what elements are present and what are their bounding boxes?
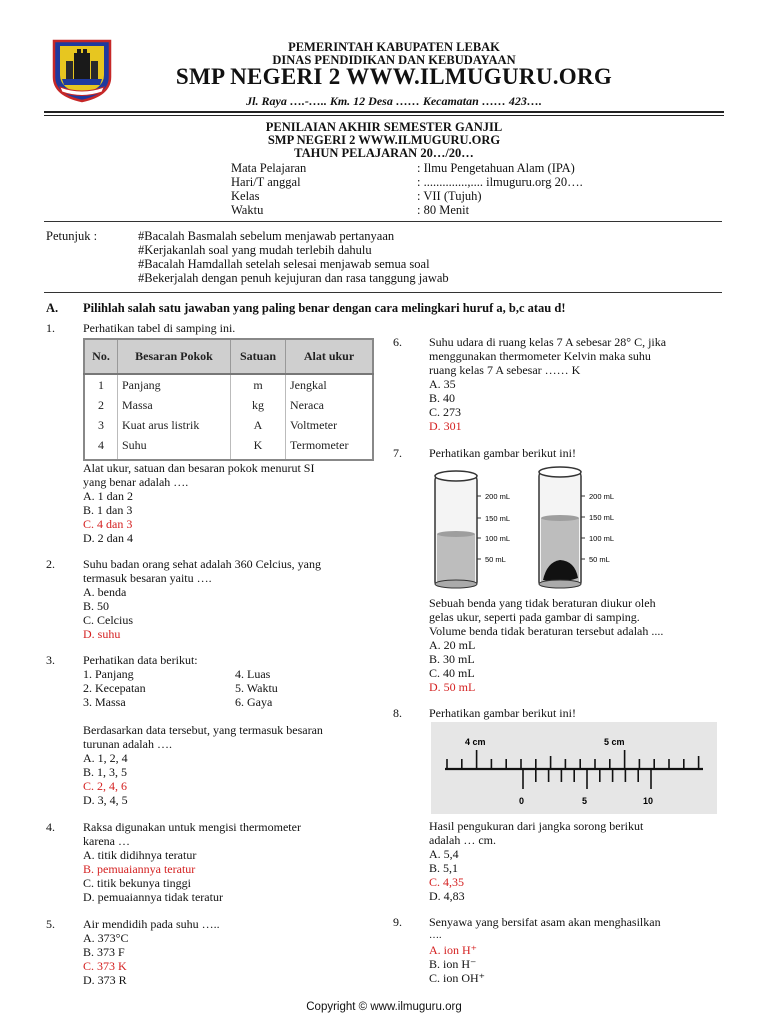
info-label: Hari/T anggal: [231, 175, 301, 189]
info-value: : ..............,.... ilmuguru.org 20….: [417, 175, 583, 189]
vernier-label-0: 0: [519, 796, 525, 806]
q5-number: 5.: [46, 917, 55, 931]
table-cell: 4: [84, 435, 118, 460]
q2-body: [83, 557, 321, 641]
q9-text: Senyawa yang bersifat asam akan menghasilkan: [429, 915, 661, 929]
q3-text: Perhatikan data berikut:: [83, 653, 198, 667]
q3-data-row: [83, 681, 323, 695]
table-row: [84, 374, 373, 395]
q8-text: Perhatikan gambar berikut ini!: [429, 706, 576, 720]
table-cell: 2: [84, 395, 118, 415]
info-row: [231, 175, 691, 189]
q1-number: 1.: [46, 321, 55, 335]
table-header-cell: Besaran Pokok: [118, 339, 231, 374]
q8-option-b[interactable]: B. 5,1: [429, 861, 459, 875]
q6-text: Suhu udara di ruang kelas 7 A sebesar 28° C, jika: [429, 335, 667, 349]
q6-option-b[interactable]: B. 40: [429, 391, 456, 405]
q6-number: 6.: [393, 335, 402, 349]
table-cell: Panjang: [118, 374, 231, 395]
q4-text: karena …: [83, 834, 130, 848]
table-row: [84, 435, 373, 460]
petunjuk-label: Petunjuk :: [46, 229, 98, 243]
q1-option-a[interactable]: A. 1 dan 2: [83, 489, 133, 503]
cyl-left-label-150: 150 mL: [485, 514, 511, 523]
q3-data-item: 5. Waktu: [235, 681, 278, 695]
q8-option-d[interactable]: D. 4,83: [429, 889, 465, 903]
vernier-caliper-figure: [431, 722, 717, 814]
petunjuk-item: #Bacalah Basmalah sebelum menjawab pertanyaan: [138, 229, 395, 243]
section-num: A.: [46, 301, 59, 315]
q2-option-b[interactable]: B. 50: [83, 599, 110, 613]
q9-option-a[interactable]: A. ion H⁺: [429, 943, 477, 957]
q6-text: ruang kelas 7 A sebesar …… K: [429, 363, 581, 377]
cyl-left-label-50: 50 mL: [485, 555, 506, 564]
table-cell: m: [231, 374, 286, 395]
q3-spacer: [83, 709, 323, 723]
measuring-cylinders-figure: [429, 462, 659, 592]
info-row: [231, 161, 691, 175]
q2-option-a[interactable]: A. benda: [83, 585, 127, 599]
header-line2: DINAS PENDIDIKAN DAN KEBUDAYAAN: [272, 53, 516, 67]
besaran-table: [83, 338, 374, 461]
cylinder-right: [539, 467, 585, 588]
q4-number: 4.: [46, 820, 55, 834]
info-row: [231, 189, 691, 203]
q8-option-a[interactable]: A. 5,4: [429, 847, 459, 861]
cyl-right-label-50: 50 mL: [589, 555, 610, 564]
school-address: Jl. Raya ….-….. Km. 12 Desa …… Kecamatan …… 423….: [246, 94, 542, 108]
q6-option-c[interactable]: C. 273: [429, 405, 462, 419]
q3-number: 3.: [46, 653, 55, 667]
q4-option-c[interactable]: C. titik bekunya tinggi: [83, 876, 191, 890]
q3-body: [83, 653, 323, 807]
info-row: [231, 203, 691, 217]
q2-text: Suhu badan orang sehat adalah 360 Celcius, yang: [83, 557, 321, 571]
q1-option-c[interactable]: C. 4 dan 3: [83, 517, 133, 531]
table-cell: A: [231, 415, 286, 435]
cyl-right-label-150: 150 mL: [589, 513, 615, 522]
cyl-right-label-100: 100 mL: [589, 534, 615, 543]
q8-option-c[interactable]: C. 4,35: [429, 875, 465, 889]
table-header: [84, 339, 373, 374]
q5-body: [83, 917, 220, 987]
q7-option-d[interactable]: D. 50 mL: [429, 680, 476, 694]
q7-option-b[interactable]: B. 30 mL: [429, 652, 475, 666]
petunjuk-list: [138, 229, 449, 285]
table-row: [84, 395, 373, 415]
q9-option-c[interactable]: C. ion OH⁺: [429, 971, 486, 985]
table-cell: Termometer: [286, 435, 374, 460]
q7-stem: Sebuah benda yang tidak beraturan diukur oleh: [429, 596, 656, 610]
q8-stem: Hasil pengukuran dari jangka sorong berikut: [429, 819, 644, 833]
q8-stem: adalah … cm.: [429, 833, 496, 847]
q4-option-b[interactable]: B. pemuaiannya teratur: [83, 862, 196, 876]
q5-option-a[interactable]: A. 373°C: [83, 931, 129, 945]
petunjuk-item: #Bekerjalah dengan penuh kejujuran dan rasa tanggung jawab: [138, 271, 449, 285]
petunjuk-item: #Bacalah Hamdallah setelah selesai menjawab semua soal: [138, 257, 430, 271]
main-label-4cm: 4 cm: [465, 737, 486, 747]
footer-copyright: Copyright © www.ilmuguru.org: [306, 1001, 462, 1013]
q2-number: 2.: [46, 557, 55, 571]
q3-data-row: [83, 695, 323, 709]
info-label: Mata Pelajaran: [231, 161, 307, 175]
q9-number: 9.: [393, 915, 402, 929]
q1-body: [83, 461, 314, 545]
q7-text: Perhatikan gambar berikut ini!: [429, 446, 576, 460]
q3-data-row: [83, 667, 323, 681]
q3-data-item: 1. Panjang: [83, 667, 134, 681]
q1-option-d[interactable]: D. 2 dan 4: [83, 531, 133, 545]
q1-stem: Alat ukur, satuan dan besaran pokok menurut SI: [83, 461, 315, 475]
q4-body: [83, 820, 301, 904]
q5-option-b[interactable]: B. 373 F: [83, 945, 125, 959]
q3-data-item: 2. Kecepatan: [83, 681, 146, 695]
info-label: Waktu: [231, 203, 264, 217]
q5-option-c[interactable]: C. 373 K: [83, 959, 127, 973]
q3-stem: Berdasarkan data tersebut, yang termasuk besaran: [83, 723, 323, 737]
table-header-cell: Satuan: [231, 339, 286, 374]
q8-body: [429, 819, 643, 903]
q6-body: [429, 335, 666, 433]
school-name: SMP NEGERI 2 WWW.ILMUGURU.ORG: [175, 64, 613, 89]
q1-option-b[interactable]: B. 1 dan 3: [83, 503, 133, 517]
cyl-left-label-100: 100 mL: [485, 534, 511, 543]
section-title: Pilihlah salah satu jawaban yang paling benar dengan cara melingkari huruf a, b,c atau d!: [83, 301, 566, 315]
table-cell: K: [231, 435, 286, 460]
table-cell: 3: [84, 415, 118, 435]
q7-option-a[interactable]: A. 20 mL: [429, 638, 476, 652]
q3-data-item: 6. Gaya: [235, 695, 273, 709]
q5-option-d[interactable]: D. 373 R: [83, 973, 127, 987]
q9-option-b[interactable]: B. ion H⁻: [429, 957, 477, 971]
q6-option-a[interactable]: A. 35: [429, 377, 456, 391]
info-value: : VII (Tujuh): [417, 189, 482, 203]
cylinder-left: [435, 471, 481, 588]
q7-stem: gelas ukur, seperti pada gambar di samping.: [429, 610, 640, 624]
q6-option-d[interactable]: D. 301: [429, 419, 462, 433]
exam-info: [231, 161, 691, 217]
vernier-label-5: 5: [582, 796, 588, 806]
q3-option-a[interactable]: A. 1, 2, 4: [83, 751, 128, 765]
q3-option-c[interactable]: C. 2, 4, 6: [83, 779, 128, 793]
q4-text: Raksa digunakan untuk mengisi thermometer: [83, 820, 301, 834]
info-divider: [44, 221, 722, 222]
q7-stem: Volume benda tidak beraturan tersebut adalah ....: [429, 624, 664, 638]
table-cell: Neraca: [286, 395, 374, 415]
q8-number: 8.: [393, 706, 402, 720]
petunjuk-item: #Kerjakanlah soal yang mudah terlebih dahulu: [138, 243, 372, 257]
q5-text: Air mendidih pada suhu …..: [83, 917, 220, 931]
main-label-5cm: 5 cm: [604, 737, 625, 747]
cyl-right-label-200: 200 mL: [589, 492, 615, 501]
q4-option-a[interactable]: A. titik didihnya teratur: [83, 848, 197, 862]
header-line1: PEMERINTAH KABUPATEN LEBAK: [288, 40, 500, 54]
q3-data-item: 3. Massa: [83, 695, 126, 709]
q6-text: menggunakan thermometer Kelvin maka suhu: [429, 349, 651, 363]
table-cell: Voltmeter: [286, 415, 374, 435]
q7-option-c[interactable]: C. 40 mL: [429, 666, 475, 680]
table-row: [84, 415, 373, 435]
table-cell: 1: [84, 374, 118, 395]
exam-year: TAHUN PELAJARAN 20…/20…: [294, 146, 474, 160]
table-header-cell: No.: [84, 339, 118, 374]
table-cell: kg: [231, 395, 286, 415]
q3-stem: turunan adalah ….: [83, 737, 172, 751]
header-divider-thin: [44, 115, 724, 116]
q9-body: [429, 915, 661, 985]
q2-option-d[interactable]: D. suhu: [83, 627, 121, 641]
q3-option-d[interactable]: D. 3, 4, 5: [83, 793, 128, 807]
header-divider: [44, 111, 724, 113]
petunjuk-divider: [44, 292, 722, 293]
q2-option-c[interactable]: C. Celcius: [83, 613, 133, 627]
table-cell: Massa: [118, 395, 231, 415]
q3-option-b[interactable]: B. 1, 3, 5: [83, 765, 128, 779]
exam-school: SMP NEGERI 2 WWW.ILMUGURU.ORG: [267, 133, 501, 147]
q3-data-item: 4. Luas: [235, 667, 271, 681]
exam-title: PENILAIAN AKHIR SEMESTER GANJIL: [265, 120, 503, 134]
cyl-left-label-200: 200 mL: [485, 492, 511, 501]
table-cell: Jengkal: [286, 374, 374, 395]
q7-body: [429, 596, 663, 694]
info-value: : Ilmu Pengetahuan Alam (IPA): [417, 161, 575, 175]
q1-text: Perhatikan tabel di samping ini.: [83, 321, 236, 335]
q4-option-d[interactable]: D. pemuaiannya tidak teratur: [83, 890, 223, 904]
q7-number: 7.: [393, 446, 402, 460]
info-value: : 80 Menit: [417, 203, 470, 217]
table-cell: Kuat arus listrik: [118, 415, 231, 435]
q2-text: termasuk besaran yaitu ….: [83, 571, 212, 585]
info-label: Kelas: [231, 189, 260, 203]
q9-text: ….: [429, 930, 442, 941]
vernier-label-10: 10: [643, 796, 654, 806]
table-header-cell: Alat ukur: [286, 339, 374, 374]
table-cell: Suhu: [118, 435, 231, 460]
q1-stem: yang benar adalah ….: [83, 475, 189, 489]
